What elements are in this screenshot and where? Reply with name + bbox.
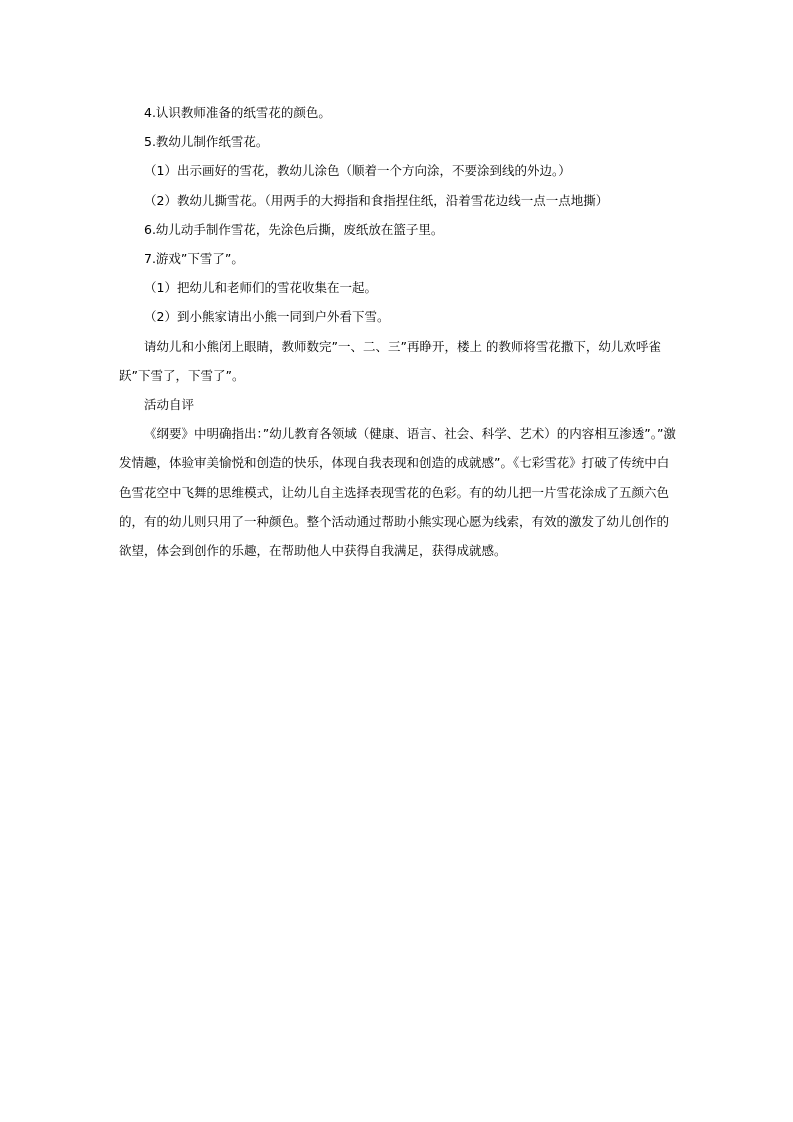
closing-paragraph: 请幼儿和小熊闭上眼睛，教师数完”一、二、三”再睁开，楼上 的教师将雪花撒下，幼儿欢呼雀跃”下雪了，下雪了”。: [119, 338, 661, 383]
review-paragraph: 《纲要》中明确指出：”幼儿教育各领域（健康、语言、社会、科学、艺术）的内容相互渗透”。”激发情趣，体验审美愉悦和创造的快乐，体现自我表现和创造的成就感”。《七彩雪花》打破了传统中白色雪花空中飞舞的思维模式，让幼儿自主选择表现雪花的色彩。有的幼儿把一片雪花涂成了五颜六色的，有的幼儿则只用了一种颜色。整个活动通过帮助小熊实现心愿为线索，有效的激发了幼儿创作的欲望，体会到创作的乐趣，在帮助他人中获得自我满足，获得成就感。: [119, 426, 676, 558]
review-heading: 活动自评: [144, 396, 195, 412]
document-body: [119, 98, 677, 565]
step-5-substep-2: （2）教幼儿撕雪花。（用两手的大拇指和食指捏住纸，沿着雪花边线一点一点地撕）: [144, 192, 609, 208]
step-7-line: 7.游戏”下雪了”。: [144, 250, 244, 266]
step-5-line: 5.教幼儿制作纸雪花。: [144, 134, 269, 150]
step-7-substep-1: （1）把幼儿和老师们的雪花收集在一起。: [144, 280, 377, 296]
step-7-substep-2: （2）到小熊家请出小熊一同到户外看下雪。: [144, 309, 390, 325]
step-5-substep-1: （1）出示画好的雪花，教幼儿涂色（顺着一个方向涂，不要涂到线的外边。）: [144, 163, 571, 179]
step-6-line: 6.幼儿动手制作雪花，先涂色后撕，废纸放在篮子里。: [144, 221, 444, 237]
step-4-line: 4.认识教师准备的纸雪花的颜色。: [144, 105, 331, 120]
